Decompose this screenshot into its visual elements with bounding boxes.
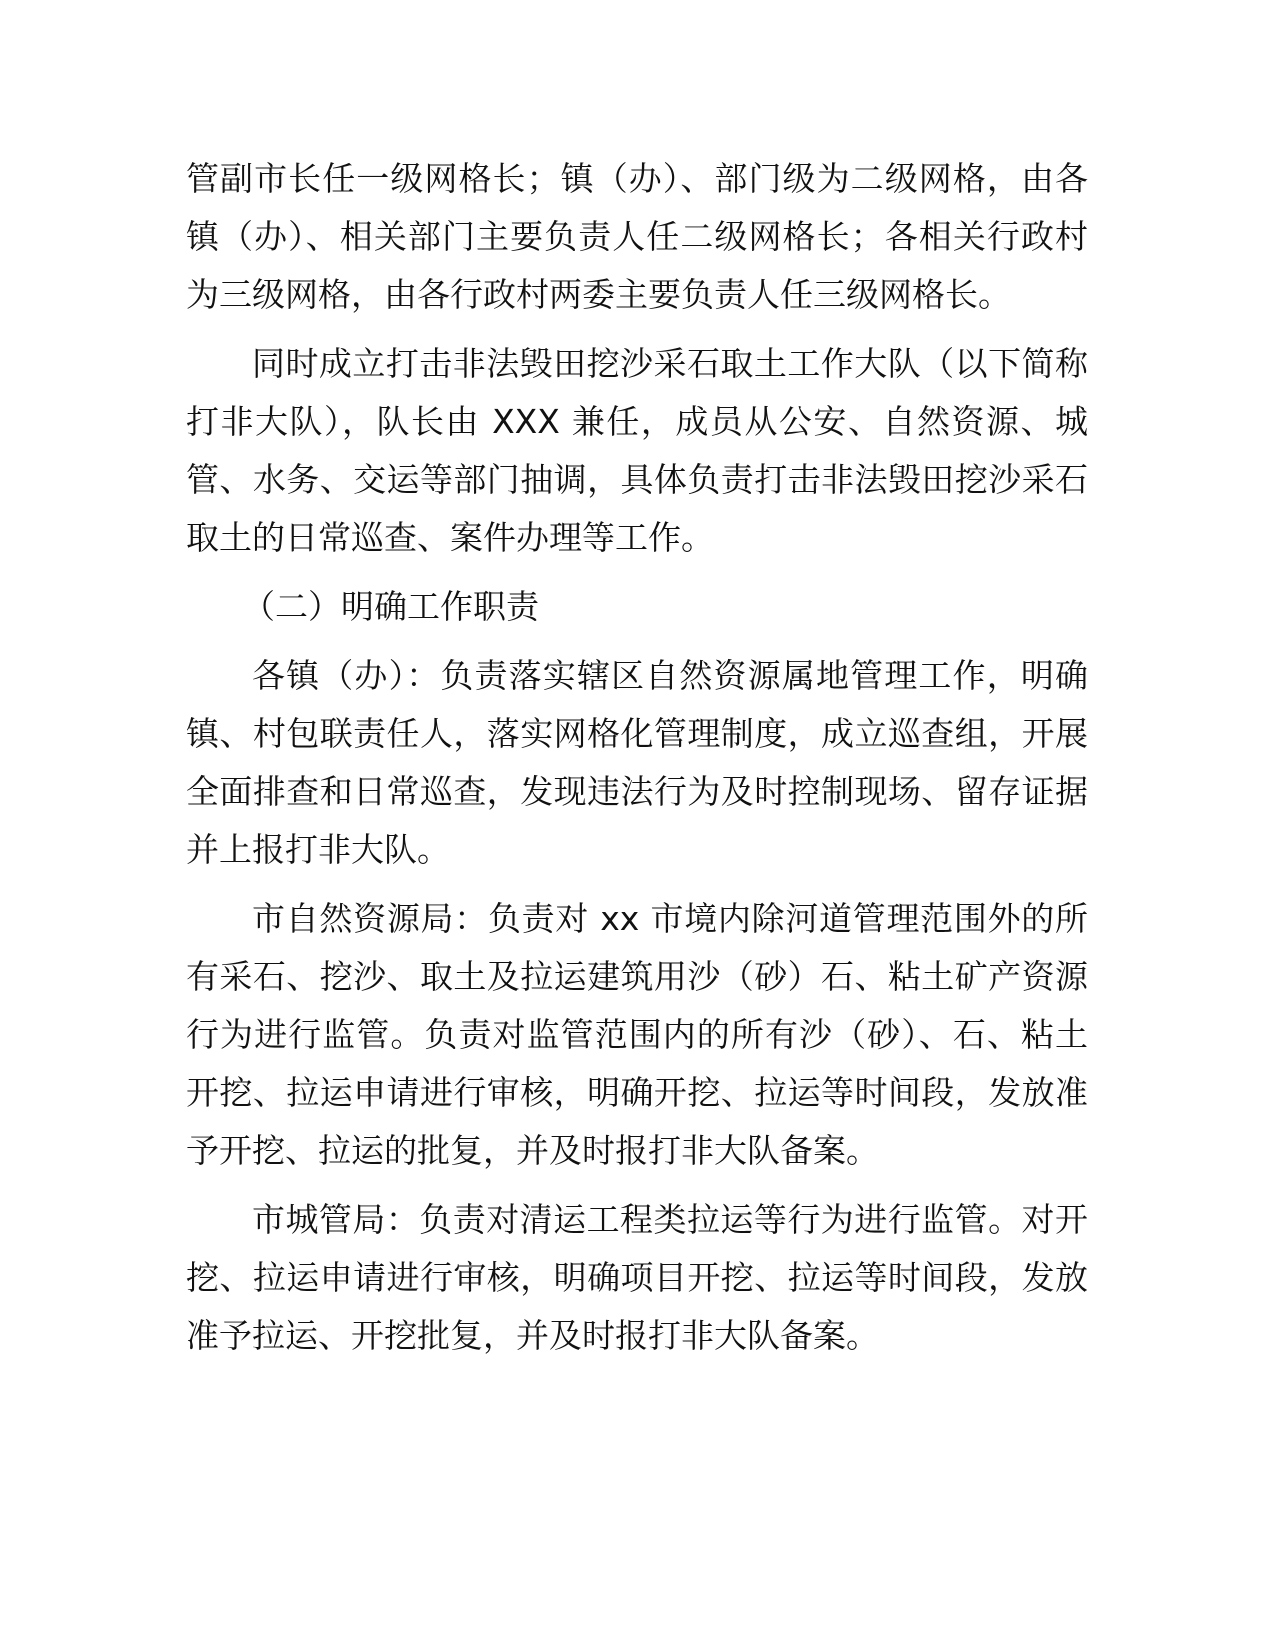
paragraph-task-force: [186, 335, 1088, 567]
text-line: 全面排查和日常巡查，发现违法行为及时控制现场、留存证据: [186, 772, 1088, 811]
text-line: 各镇（办）：负责落实辖区自然资源属地管理工作，明确: [252, 656, 1088, 695]
text-line: 挖、拉运申请进行审核，明确项目开挖、拉运等时间段，发放: [186, 1258, 1088, 1297]
text-line: 取土的日常巡查、案件办理等工作。: [186, 518, 714, 557]
paragraph-natural-resources-bureau: [186, 890, 1088, 1180]
heading-line: （二）明确工作职责: [242, 587, 539, 626]
text-line: 镇、村包联责任人，落实网格化管理制度，成立巡查组，开展: [186, 714, 1088, 753]
text-line: 为三级网格，由各行政村两委主要负责人任三级网格长。: [186, 275, 1011, 314]
text-line: 市自然资源局：负责对 xx 市境内除河道管理范围外的所: [252, 899, 1088, 938]
paragraph-towns-duties: [186, 647, 1088, 879]
text-line: 予开挖、拉运的批复，并及时报打非大队备案。: [186, 1131, 879, 1170]
text-line: 行为进行监管。负责对监管范围内的所有沙（砂）、石、粘土: [186, 1015, 1088, 1054]
text-line: 并上报打非大队。: [186, 830, 450, 869]
text-line: 同时成立打击非法毁田挖沙采石取土工作大队（以下简称: [252, 344, 1088, 383]
text-line: 准予拉运、开挖批复，并及时报打非大队备案。: [186, 1316, 879, 1355]
text-line: 镇（办）、相关部门主要负责人任二级网格长；各相关行政村: [186, 217, 1088, 256]
paragraph-urban-management-bureau: [186, 1191, 1088, 1365]
document-body: [186, 150, 1088, 1376]
text-line: 有采石、挖沙、取土及拉运建筑用沙（砂）石、粘土矿产资源: [186, 957, 1088, 996]
text-line: 管副市长任一级网格长；镇（办）、部门级为二级网格，由各: [186, 159, 1088, 198]
section-heading: [186, 578, 1088, 636]
text-line: 开挖、拉运申请进行审核，明确开挖、拉运等时间段，发放准: [186, 1073, 1088, 1112]
text-line: 管、水务、交运等部门抽调，具体负责打击非法毁田挖沙采石: [186, 460, 1088, 499]
text-line: 市城管局：负责对清运工程类拉运等行为进行监管。对开: [252, 1200, 1088, 1239]
text-line: 打非大队），队长由 XXX 兼任，成员从公安、自然资源、城: [186, 402, 1088, 441]
paragraph-grid-levels: [186, 150, 1088, 324]
